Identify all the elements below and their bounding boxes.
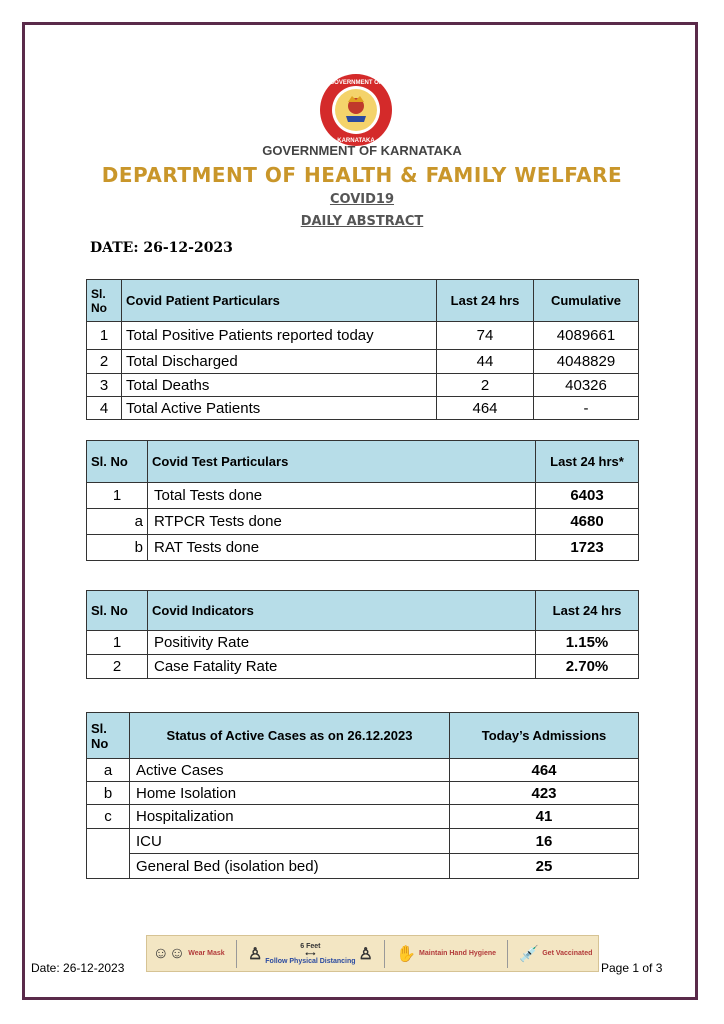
table-row: [87, 483, 639, 509]
vaccine-icon: 💉: [519, 945, 540, 963]
admission-value: 464: [450, 759, 639, 782]
particular-label: Total Positive Patients reported today: [122, 322, 437, 350]
table-row: [87, 782, 639, 805]
last24-value: 464: [437, 397, 534, 420]
table-row: [87, 322, 639, 350]
admission-value: 25: [450, 854, 639, 879]
admission-value: 16: [450, 829, 639, 854]
sl-no: c: [87, 805, 130, 829]
table-row: [87, 631, 639, 655]
col-sl-no: Sl. No: [87, 280, 122, 322]
col-last24: Last 24 hrs*: [536, 441, 639, 483]
col-last24: Last 24 hrs: [437, 280, 534, 322]
particular-label: Total Discharged: [122, 350, 437, 374]
status-label: Home Isolation: [130, 782, 450, 805]
col-last24: Last 24 hrs: [536, 591, 639, 631]
table-row: [87, 350, 639, 374]
indicator-label: Case Fatality Rate: [148, 655, 536, 679]
svg-text:KARNATAKA: KARNATAKA: [337, 138, 375, 144]
col-admissions: Today’s Admissions: [450, 713, 639, 759]
covid-indicators-table: [86, 590, 639, 679]
test-label: RTPCR Tests done: [148, 509, 536, 535]
wear-mask-label: Wear Mask: [188, 950, 225, 957]
cumulative-value: 4089661: [534, 322, 639, 350]
banner-divider: [236, 940, 237, 968]
sl-no: 1: [87, 322, 122, 350]
sl-no: a: [87, 509, 148, 535]
sl-no: b: [87, 782, 130, 805]
test-label: RAT Tests done: [148, 535, 536, 561]
col-particulars: Covid Test Particulars: [148, 441, 536, 483]
sl-no: 1: [87, 483, 148, 509]
cumulative-value: 40326: [534, 374, 639, 397]
table-header-row: [87, 713, 639, 759]
test-value: 6403: [536, 483, 639, 509]
table-row: [87, 535, 639, 561]
last24-value: 44: [437, 350, 534, 374]
covid-heading: COVID19: [329, 192, 395, 207]
report-date: DATE: 26-12-2023: [90, 240, 233, 256]
table-row: [87, 829, 639, 854]
covid-safety-banner: [146, 935, 599, 972]
test-value: 4680: [536, 509, 639, 535]
abstract-heading: DAILY ABSTRACT: [300, 214, 424, 229]
col-indicators: Covid Indicators: [148, 591, 536, 631]
table-header-row: [87, 280, 639, 322]
hygiene-item: [396, 944, 496, 964]
status-label: Hospitalization: [130, 805, 450, 829]
banner-divider: [507, 940, 508, 968]
sl-no-blank: [87, 829, 130, 879]
svg-text:GOVERNMENT OF: GOVERNMENT OF: [329, 80, 383, 86]
test-particulars-table: [86, 440, 639, 561]
active-cases-status-table: [86, 712, 639, 879]
table-row: [87, 655, 639, 679]
person-icon: ♙: [247, 945, 263, 963]
indicator-label: Positivity Rate: [148, 631, 536, 655]
col-status: Status of Active Cases as on 26.12.2023: [130, 713, 450, 759]
footer-page-number: Page 1 of 3: [601, 961, 663, 975]
table-row: [87, 509, 639, 535]
footer-date: Date: 26-12-2023: [31, 961, 125, 975]
sl-no: 1: [87, 631, 148, 655]
sl-no: 3: [87, 374, 122, 397]
last24-value: 2: [437, 374, 534, 397]
table-row: [87, 805, 639, 829]
banner-divider: [384, 940, 385, 968]
col-sl-no: Sl. No: [87, 441, 148, 483]
status-label: ICU: [130, 829, 450, 854]
col-particulars: Covid Patient Particulars: [122, 280, 437, 322]
particular-label: Total Deaths: [122, 374, 437, 397]
cumulative-value: -: [534, 397, 639, 420]
col-sl-no: Sl. No: [87, 591, 148, 631]
person-icon: ♙: [358, 945, 373, 963]
sl-no: 2: [87, 350, 122, 374]
indicator-value: 2.70%: [536, 655, 639, 679]
cumulative-value: 4048829: [534, 350, 639, 374]
patient-particulars-table: [86, 279, 639, 420]
hand-wash-icon: ✋: [396, 945, 417, 963]
sl-no: 4: [87, 397, 122, 420]
six-feet-label: 6 Feet: [300, 942, 321, 950]
test-value: 1723: [536, 535, 639, 561]
table-row: [87, 759, 639, 782]
vaccinate-item: [519, 944, 592, 964]
particular-label: Total Active Patients: [122, 397, 437, 420]
government-title: GOVERNMENT OF KARNATAKA: [262, 143, 462, 158]
hygiene-label: Maintain Hand Hygiene: [419, 950, 497, 957]
distancing-label: Follow Physical Distancing: [265, 957, 356, 965]
wear-mask-item: [153, 945, 225, 963]
col-cumulative: Cumulative: [534, 280, 639, 322]
table-row: [87, 397, 639, 420]
status-label: Active Cases: [130, 759, 450, 782]
table-row: [87, 374, 639, 397]
admission-value: 423: [450, 782, 639, 805]
department-title: DEPARTMENT OF HEALTH & FAMILY WELFARE: [101, 163, 623, 187]
table-row: [87, 854, 639, 879]
col-sl-no: Sl. No: [87, 713, 130, 759]
table-header-row: [87, 591, 639, 631]
indicator-value: 1.15%: [536, 631, 639, 655]
last24-value: 74: [437, 322, 534, 350]
status-label: General Bed (isolation bed): [130, 854, 450, 879]
masked-people-icon: ☺☺: [152, 944, 186, 962]
sl-no: b: [87, 535, 148, 561]
sl-no: 2: [87, 655, 148, 679]
vaccinate-label: Get Vaccinated: [542, 950, 593, 957]
admission-value: 41: [450, 805, 639, 829]
distancing-item: [248, 943, 373, 965]
sl-no: a: [87, 759, 130, 782]
karnataka-emblem-icon: [318, 72, 394, 148]
table-header-row: [87, 441, 639, 483]
test-label: Total Tests done: [148, 483, 536, 509]
arrow-icon: ⟷: [305, 950, 316, 958]
